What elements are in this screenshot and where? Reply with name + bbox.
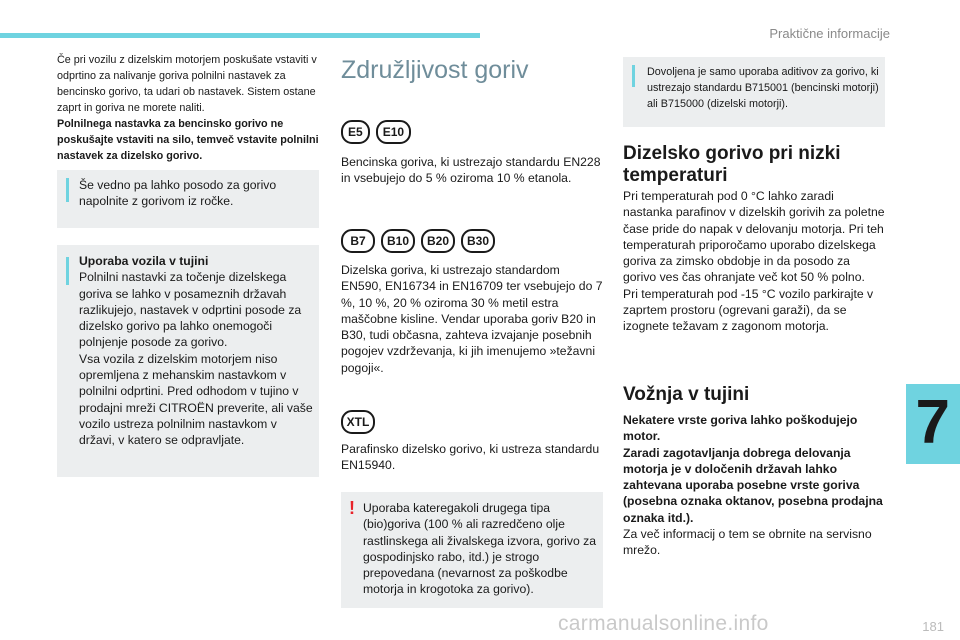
- note-abroad-title: Uporaba vozila v tujini: [79, 254, 209, 268]
- column-middle: [341, 56, 603, 85]
- note-bar: [66, 257, 69, 285]
- top-accent-line: [0, 33, 480, 38]
- column-left: [57, 52, 319, 164]
- note-additives-text: Dovoljena je samo uporaba aditivov za gorivo, ki ustrezajo standardu B715001 (bencinski motorji) ali B715000 (dizelski motorji).: [647, 66, 879, 110]
- low-temp-text-2: Pri temperaturah pod -15 °C vozilo parkirajte v zaprtem prostoru (ogrevani garaži), da se izognete težavam z zagonom motorja.: [623, 286, 874, 334]
- warning-text: Uporaba kateregakoli drugega tipa (bio)goriva (100 % ali razredčeno olje rastlinskega ali živalskega izvora, gorivo za gospodinjsko rabo, itd.) je strogo prepovedana (nevarnost za poškodbe motorja in krogotoka za gorivo).: [363, 501, 597, 597]
- note-box-abroad: [57, 245, 319, 477]
- warning-box: [341, 492, 603, 608]
- heading-driving-abroad: Vožnja v tujini: [623, 384, 750, 405]
- badge-b7: B7: [341, 229, 375, 253]
- petrol-badges: [341, 120, 417, 144]
- badge-xtl: XTL: [341, 410, 375, 434]
- intro-paragraph: Če pri vozilu z dizelskim motorjem poskušate vstaviti v odprtino za nalivanje goriva polnilni nastavek za bencinsko gorivo, ta udari ob nastavek. Sistem ostane zaprt in goriva ne morete naliti.: [57, 54, 317, 114]
- note-abroad-text-2: Vsa vozila z dizelskim motorjem niso opremljena z mehanskim nastavkom v polnilni odprtini. Pred odhodom v tujino v prodajni mreži CITROËN preverite, ali vaše vozilo ustreza polnilnim nastavkom v državi, v katero se odpravljate.: [79, 351, 313, 448]
- warning-icon: !: [349, 498, 355, 518]
- petrol-text: Bencinska goriva, ki ustrezajo standardu EN228 in vsebujejo do 5 % oziroma 10 % etanola.: [341, 155, 601, 186]
- page-number: 181: [922, 619, 944, 634]
- chapter-number: 7: [915, 388, 950, 457]
- badge-b20: B20: [421, 229, 455, 253]
- note-bar: [632, 65, 635, 87]
- badge-b30: B30: [461, 229, 495, 253]
- abroad-bold-1: Nekatere vrste goriva lahko poškodujejo motor.: [623, 413, 858, 444]
- note-abroad-text-1: Polnilni nastavki za točenje dizelskega goriva se lahko v posameznih državah razlikujejo, nastavek v odprtini posode za dizelsko gorivo pa lahko onemogoči polnjenje posode za gorivo.: [79, 270, 302, 350]
- badge-b10: B10: [381, 229, 415, 253]
- abroad-text: Za več informacij o tem se obrnite na servisno mrežo.: [623, 527, 872, 558]
- badge-e10: E10: [376, 120, 411, 144]
- low-temp-text-1: Pri temperaturah pod 0 °C lahko zaradi nastanka parafinov v dizelskih gorivih za poletne čase pride do napak v delovanju motorja. Pri teh temperaturah priporočamo uporabo dizelskega goriva za zimsko obdobje in da posodo za gorivo ves čas ohranjate več kot 50 % polno.: [623, 189, 885, 285]
- heading-low-temperature: Dizelsko gorivo pri nizki temperaturi: [623, 143, 841, 186]
- watermark: carmanualsonline.info: [558, 612, 769, 635]
- badge-e5: E5: [341, 120, 370, 144]
- heading-fuel-compatibility: Združljivost goriv: [341, 56, 529, 84]
- note-box-canister: [57, 170, 319, 228]
- note-box-additives: [623, 57, 885, 127]
- note-canister-text: Še vedno pa lahko posodo za gorivo napolnite z gorivom iz ročke.: [79, 178, 277, 209]
- paraffin-badges: [341, 410, 381, 434]
- section-title: Praktične informacije: [769, 26, 890, 41]
- diesel-text: Dizelska goriva, ki ustrezajo standardom EN590, EN16734 in EN16709 ter vsebujejo do 7 %, 10 %, 20 % oziroma 30 % metil estra maščobne kisline. Vendar uporaba goriv B20 in B30, tudi občasna, zahteva izvajanje posebnih pogojev vzdrževanja, ki jih imenujemo »težavni pogoji«.: [341, 263, 603, 375]
- abroad-bold-2: Zaradi zagotavljanja dobrega delovanja motorja je v določenih državah lahko zahtevana uporaba posebne vrste goriva (posebna oznaka oktanov, posebna prodajna oznaka itd.).: [623, 445, 883, 525]
- note-bar: [66, 178, 69, 202]
- diesel-badges: [341, 229, 501, 253]
- intro-bold-paragraph: Polnilnega nastavka za bencinsko gorivo ne poskušajte vstaviti na silo, temveč vstavite polnilni nastavek za dizelsko gorivo.: [57, 118, 319, 162]
- paraffin-text: Parafinsko dizelsko gorivo, ki ustreza standardu EN15940.: [341, 442, 600, 473]
